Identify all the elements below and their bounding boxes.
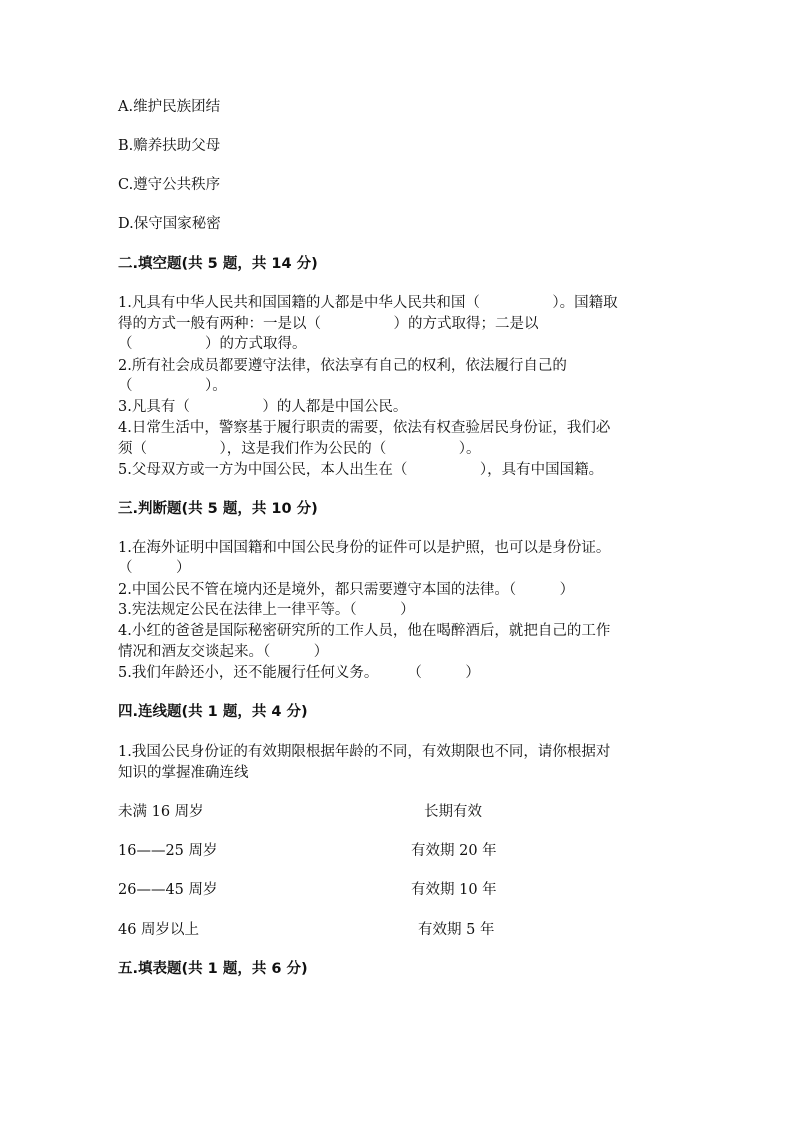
- section-2-line: 4.日常生活中，警察基于履行职责的需要，依法有权查验居民身份证，我们必: [118, 420, 611, 436]
- section-3-heading: 三.判断题(共 5 题，共 10 分): [118, 501, 318, 517]
- match-right-item: 有效期 10 年: [411, 882, 497, 898]
- section-2-line: 得的方式一般有两种：一是以（ ）的方式取得；二是以: [118, 316, 539, 332]
- section-2-heading: 二.填空题(共 5 题，共 14 分): [118, 256, 318, 272]
- section-3-line: 4.小红的爸爸是国际秘密研究所的工作人员，他在喝醉酒后，就把自己的工作: [118, 623, 611, 639]
- match-right-item: 有效期 5 年: [418, 922, 495, 938]
- match-left-item: 46 周岁以上: [118, 922, 200, 938]
- section-3-line: 3.宪法规定公民在法律上一律平等。（ ）: [118, 602, 415, 618]
- section-3-line: 1.在海外证明中国国籍和中国公民身份的证件可以是护照，也可以是身份证。: [118, 540, 611, 556]
- match-right-item: 长期有效: [424, 804, 482, 820]
- section-2-line: （ ）的方式取得。: [118, 336, 307, 352]
- option-a: A.维护民族团结: [118, 99, 221, 115]
- section-2-line: 1.凡具有中华人民共和国国籍的人都是中华人民共和国（ ）。国籍取: [118, 295, 618, 311]
- section-4-question-line: 1.我国公民身份证的有效期限根据年龄的不同，有效期限也不同，请你根据对: [118, 744, 611, 760]
- match-left-item: 未满 16 周岁: [118, 804, 204, 820]
- section-3-line: （ ）: [118, 560, 191, 576]
- section-2-line: 5.父母双方或一方为中国公民，本人出生在（ ），具有中国国籍。: [118, 462, 604, 478]
- match-left-item: 26——45 周岁: [118, 882, 218, 898]
- match-right-item: 有效期 20 年: [411, 843, 497, 859]
- section-2-line: 须（ ），这是我们作为公民的（ ）。: [118, 441, 481, 457]
- section-4-heading: 四.连线题(共 1 题，共 4 分): [118, 704, 308, 720]
- section-3-line: 情况和酒友交谈起来。（ ）: [118, 644, 329, 660]
- option-d: D.保守国家秘密: [118, 216, 221, 232]
- section-3-line: 5.我们年龄还小，还不能履行任何义务。 （ ）: [118, 665, 480, 681]
- section-2-line: 2.所有社会成员都要遵守法律，依法享有自己的权利，依法履行自己的: [118, 358, 567, 374]
- option-b: B.赡养扶助父母: [118, 138, 221, 154]
- match-left-item: 16——25 周岁: [118, 843, 218, 859]
- section-5-heading: 五.填表题(共 1 题，共 6 分): [118, 961, 308, 977]
- option-c: C.遵守公共秩序: [118, 177, 221, 193]
- section-4-question-line: 知识的掌握准确连线: [118, 765, 249, 781]
- section-2-line: 3.凡具有（ ）的人都是中国公民。: [118, 399, 408, 415]
- section-2-line: （ ）。: [118, 378, 227, 394]
- section-3-line: 2.中国公民不管在境内还是境外，都只需要遵守本国的法律。（ ）: [118, 582, 575, 598]
